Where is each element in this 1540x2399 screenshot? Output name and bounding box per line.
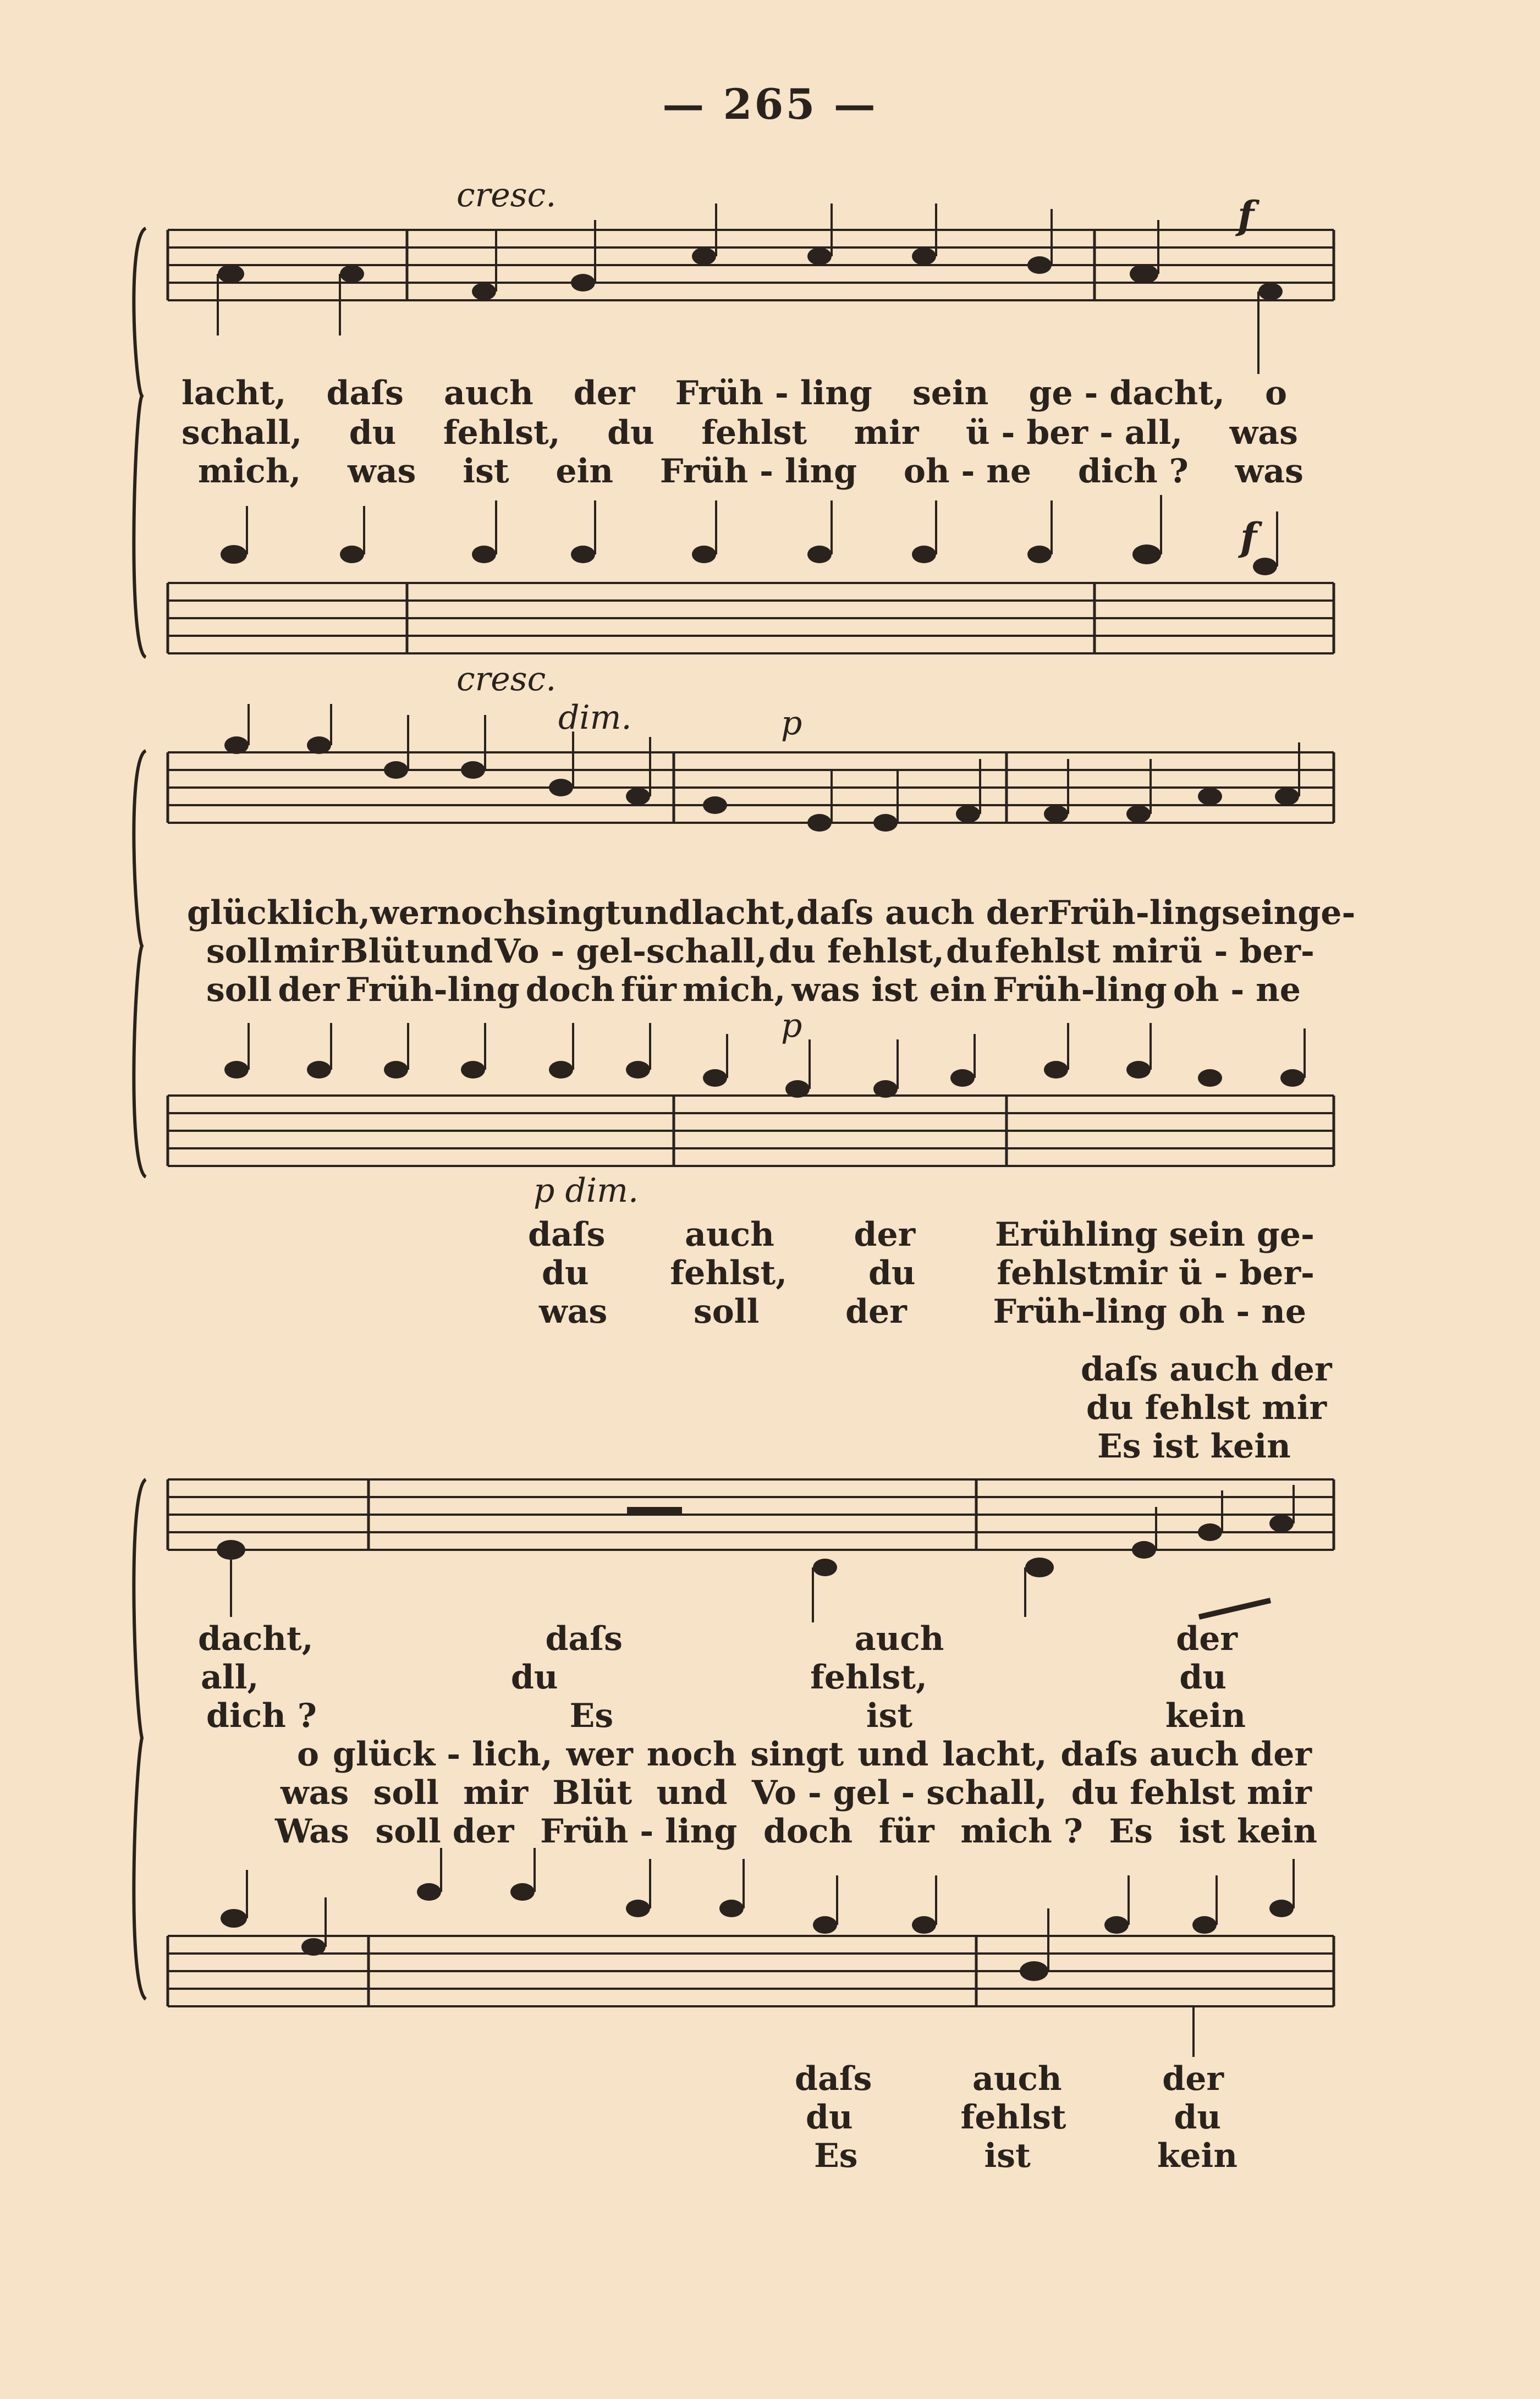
dynamic-piano: p: [781, 704, 802, 742]
lyric-line: schall, du fehlst, du fehlst mir ü - ber - all, was: [182, 414, 1298, 452]
lyric-line: daſs auch der Erühling sein ge-: [528, 1215, 1314, 1254]
system-3-upper-staff: [168, 1479, 1334, 1550]
dynamic-piano-dim: p dim.: [534, 1171, 639, 1210]
lyric-line: soll mir Blüt und Vo - gel-schall, du fehlst, du fehlst mir ü - ber-: [206, 932, 1314, 971]
dynamic-cresc: cresc.: [457, 660, 557, 698]
lyric-line: lacht, daſs auch der Früh - ling sein ge - dacht, o: [182, 374, 1287, 412]
lyric-line: Es ist kein: [1097, 1427, 1291, 1466]
dynamic-forte: f: [1238, 192, 1255, 238]
lyric-line: Was soll der Früh - ling doch für mich ? Es ist kein: [275, 1812, 1317, 1851]
lyric-line: o glück - lich, wer noch singt und lacht, daſs auch der: [297, 1735, 1312, 1774]
lyric-line: all, du fehlst, du: [201, 1658, 1226, 1697]
dynamic-forte: f: [1240, 514, 1257, 560]
dynamic-dim: dim.: [558, 698, 632, 737]
lyric-line: was soll mir Blüt und Vo - gel - schall, du fehlst mir: [280, 1774, 1312, 1812]
lyric-line: du fehlst, du fehlstmir ü - ber-: [542, 1254, 1314, 1292]
dynamic-piano: p: [781, 1006, 802, 1045]
lyric-line: dacht, daſs auch der: [198, 1620, 1238, 1658]
lyric-line: du fehlst du: [806, 2098, 1221, 2137]
lyric-line: Es ist kein: [814, 2137, 1238, 2175]
page-number: — 265 —: [662, 80, 878, 129]
lyric-line: soll der Früh-ling doch für mich, was ist ein Früh-ling oh - ne: [206, 971, 1301, 1009]
lyric-line: du fehlst mir: [1086, 1389, 1327, 1427]
system-3-lower-staff: [168, 1936, 1334, 2006]
lyric-line: dich ? Es ist kein: [206, 1697, 1246, 1735]
lyric-line: daſs auch der: [795, 2060, 1224, 2098]
lyric-line: glücklich, wer noch singt und lacht, daſs auch der Früh-ling sein ge-: [187, 894, 1356, 932]
lyric-line: daſs auch der: [1081, 1350, 1332, 1389]
system-3-upper-notes: [217, 1485, 1294, 1622]
lyric-line: was soll der Früh-ling oh - ne: [539, 1292, 1306, 1331]
system-3-brace: [134, 1479, 146, 1999]
lyric-line: mich, was ist ein Früh - ling oh - ne dich ? was: [198, 452, 1304, 491]
dynamic-cresc: cresc.: [457, 176, 557, 214]
